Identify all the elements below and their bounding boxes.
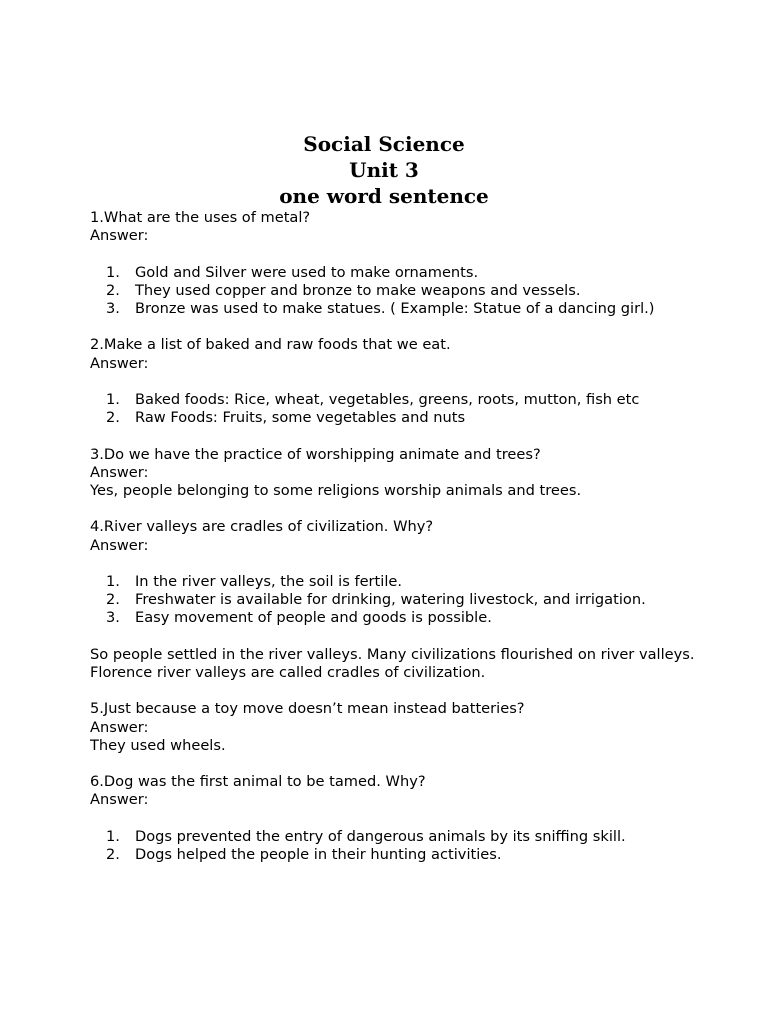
list-item: 1. In the river valleys, the soil is fertile. xyxy=(106,572,403,590)
list-item: 2. Raw Foods: Fruits, some vegetables and nuts xyxy=(106,409,466,427)
answer-list-2 xyxy=(90,391,750,427)
answer-list-4 xyxy=(90,573,750,628)
list-item: 1. Gold and Silver were used to make ornaments. xyxy=(106,263,479,281)
list-item: 2. They used copper and bronze to make weapons and vessels. xyxy=(106,281,581,299)
answer-list-1 xyxy=(90,264,750,319)
answer-text-5: They used wheels. xyxy=(90,736,226,754)
answer-text-3: Yes, people belonging to some religions worship animals and trees. xyxy=(90,481,582,499)
list-item: 1. Dogs prevented the entry of dangerous animals by its sniffing skill. xyxy=(106,827,626,845)
question-1: 1.What are the uses of metal? xyxy=(90,209,311,226)
question-6: 6.Dog was the first animal to be tamed. Why? xyxy=(90,773,426,791)
question-4: 4.River valleys are cradles of civilization. Why? xyxy=(90,518,434,536)
document-header xyxy=(0,131,768,209)
unit-label: Unit 3 xyxy=(349,158,419,182)
list-item: 2. Freshwater is available for drinking, watering livestock, and irrigation. xyxy=(106,591,646,609)
list-item: 2. Dogs helped the people in their hunting activities. xyxy=(106,845,502,863)
question-5: 5.Just because a toy move doesn’t mean instead batteries? xyxy=(90,700,525,718)
answer-label: Answer: xyxy=(90,227,149,245)
list-item: 3. Easy movement of people and goods is possible. xyxy=(106,609,492,627)
question-2: 2.Make a list of baked and raw foods that we eat. xyxy=(90,336,451,354)
answer-label: Answer: xyxy=(90,354,149,372)
document-body xyxy=(90,209,750,864)
list-item: 1. Baked foods: Rice, wheat, vegetables, greens, roots, mutton, fish etc xyxy=(106,390,640,408)
document-title: Social Science xyxy=(303,132,465,156)
answer-label: Answer: xyxy=(90,536,149,554)
document-subtitle: one word sentence xyxy=(279,184,489,208)
question-3: 3.Do we have the practice of worshipping animate and trees? xyxy=(90,445,541,463)
answer-label: Answer: xyxy=(90,791,149,809)
answer-label: Answer: xyxy=(90,718,149,736)
conclusion-paragraph: So people settled in the river valleys. Many civilizations flourished on river valleys. Florence river valleys are called cradles of civilization. xyxy=(90,645,695,681)
list-item: 3. Bronze was used to make statues. ( Example: Statue of a dancing girl.) xyxy=(106,300,655,317)
answer-list-6 xyxy=(90,828,750,864)
answer-label: Answer: xyxy=(90,463,149,481)
